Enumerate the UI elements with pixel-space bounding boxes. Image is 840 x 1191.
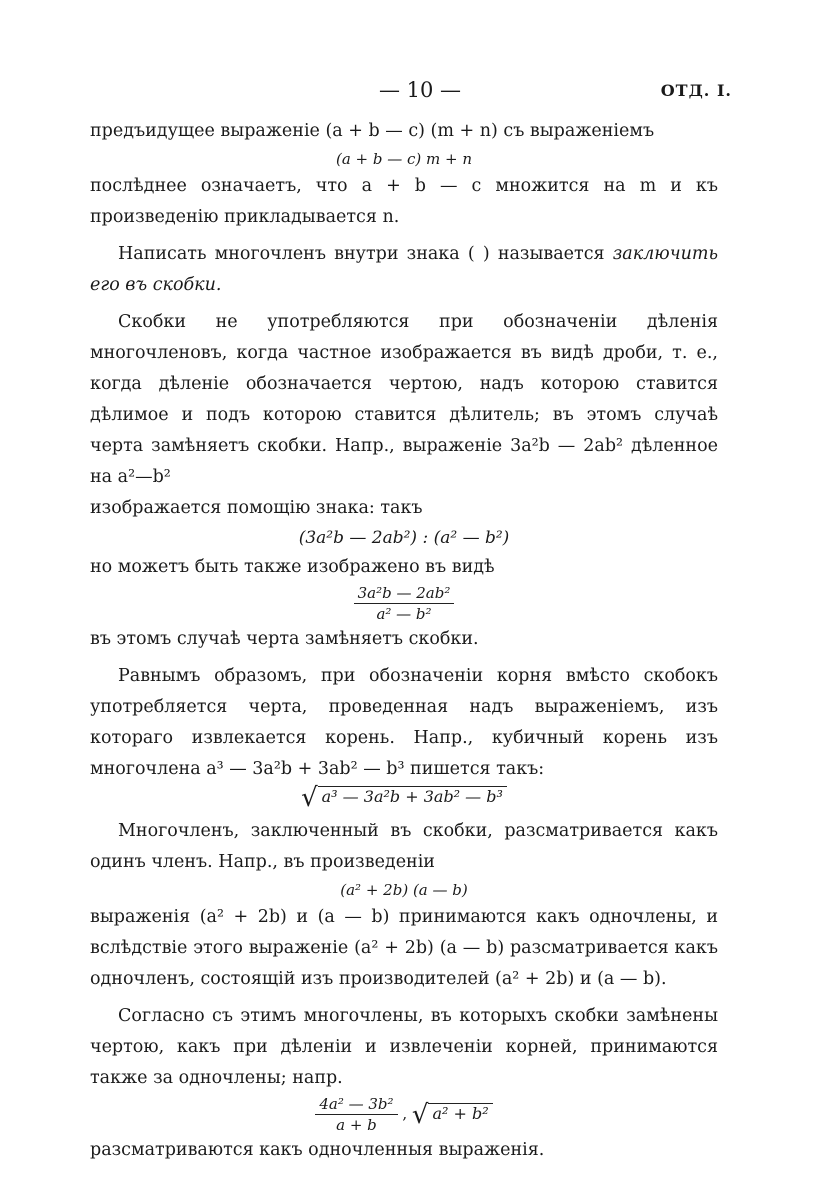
formula — [90, 1094, 718, 1135]
radical — [301, 783, 507, 813]
paragraph: выраженія (a² + 2b) и (a — b) принимаются какъ одночлены, и вслѣдствіе этого выраженіе (a² + 2b) (a — b) разсматривается какъ одночленъ, состоящій изъ производителей (a² + 2b) и (a — b). — [90, 907, 718, 989]
section-label: ОТД. I. — [660, 81, 732, 100]
radical — [411, 1099, 493, 1130]
text-line: въ этомъ случаѣ черта замѣняетъ скобки. — [90, 629, 479, 649]
fraction — [354, 583, 455, 624]
paragraph: Согласно съ этимъ многочлены, въ которыхъ скобки замѣнены чертою, какъ при дѣленіи и извлеченіи корней, принимаются также за одночлены; напр. — [90, 1006, 718, 1088]
formula: (a² + 2b) (a — b) — [340, 881, 468, 899]
formula: (3a²b — 2ab²) : (a² — b²) — [298, 528, 510, 548]
paragraph: Равнымъ образомъ, при обозначеніи корня вмѣсто скобокъ употребляется черта, проведенная надъ выраженіемъ, изъ котораго извлекается корень. Напр., кубичный корень изъ многочлена a³ — 3a²b + 3ab² — b³ пишется такъ: — [90, 666, 718, 779]
page-body — [90, 116, 718, 1166]
radical-sign: √ — [411, 1099, 429, 1130]
fraction — [315, 1094, 397, 1135]
radicand: a² + b² — [428, 1103, 492, 1123]
formula — [90, 583, 718, 624]
radical-sign: √ — [301, 783, 318, 813]
page-number: — 10 — — [378, 78, 462, 102]
text-line: предъидущее выраженіе (a + b — c) (m + n) съ выраженіемъ — [90, 121, 655, 141]
emphasized-term: заключить его въ скобки. — [90, 244, 718, 295]
page-header — [0, 78, 840, 108]
text-line: но можетъ быть также изображено въ видѣ — [90, 557, 495, 577]
paragraph: послѣднее означаетъ, что a + b — c множится на m и къ произведенію прикладывается n. — [90, 176, 718, 227]
paragraph — [90, 239, 718, 301]
separator: , — [402, 1104, 408, 1123]
paragraph-text: Написать многочленъ внутри знака ( ) называется — [118, 244, 605, 264]
fraction-numerator: 3a²b — 2ab² — [354, 583, 455, 604]
fraction-numerator: 4a² — 3b² — [315, 1094, 397, 1115]
text-line: изображается помощію знака: такъ — [90, 498, 423, 518]
fraction-denominator: a² — b² — [376, 605, 432, 623]
formula — [90, 783, 718, 813]
paragraph: Скобки не употребляются при обозначеніи дѣленія многочленовъ, когда частное изображается въ видѣ дроби, т. е., когда дѣленіе обозначается чертою, надъ которою ставится дѣлимое и подъ которою ставится дѣлитель; въ этомъ случаѣ черта замѣняетъ скобки. Напр., выраженіе 3a²b — 2ab² дѣленное на a²—b² — [90, 312, 718, 487]
formula: (a + b — c) m + n — [335, 150, 473, 168]
fraction-denominator: a + b — [336, 1116, 377, 1134]
radicand: a³ — 3a²b + 3ab² — b³ — [318, 786, 507, 806]
text-line: разсматриваются какъ одночленныя выраженія. — [90, 1140, 545, 1160]
paragraph: Многочленъ, заключенный въ скобки, разсматривается какъ одинъ членъ. Напр., въ произведеніи — [90, 821, 718, 872]
